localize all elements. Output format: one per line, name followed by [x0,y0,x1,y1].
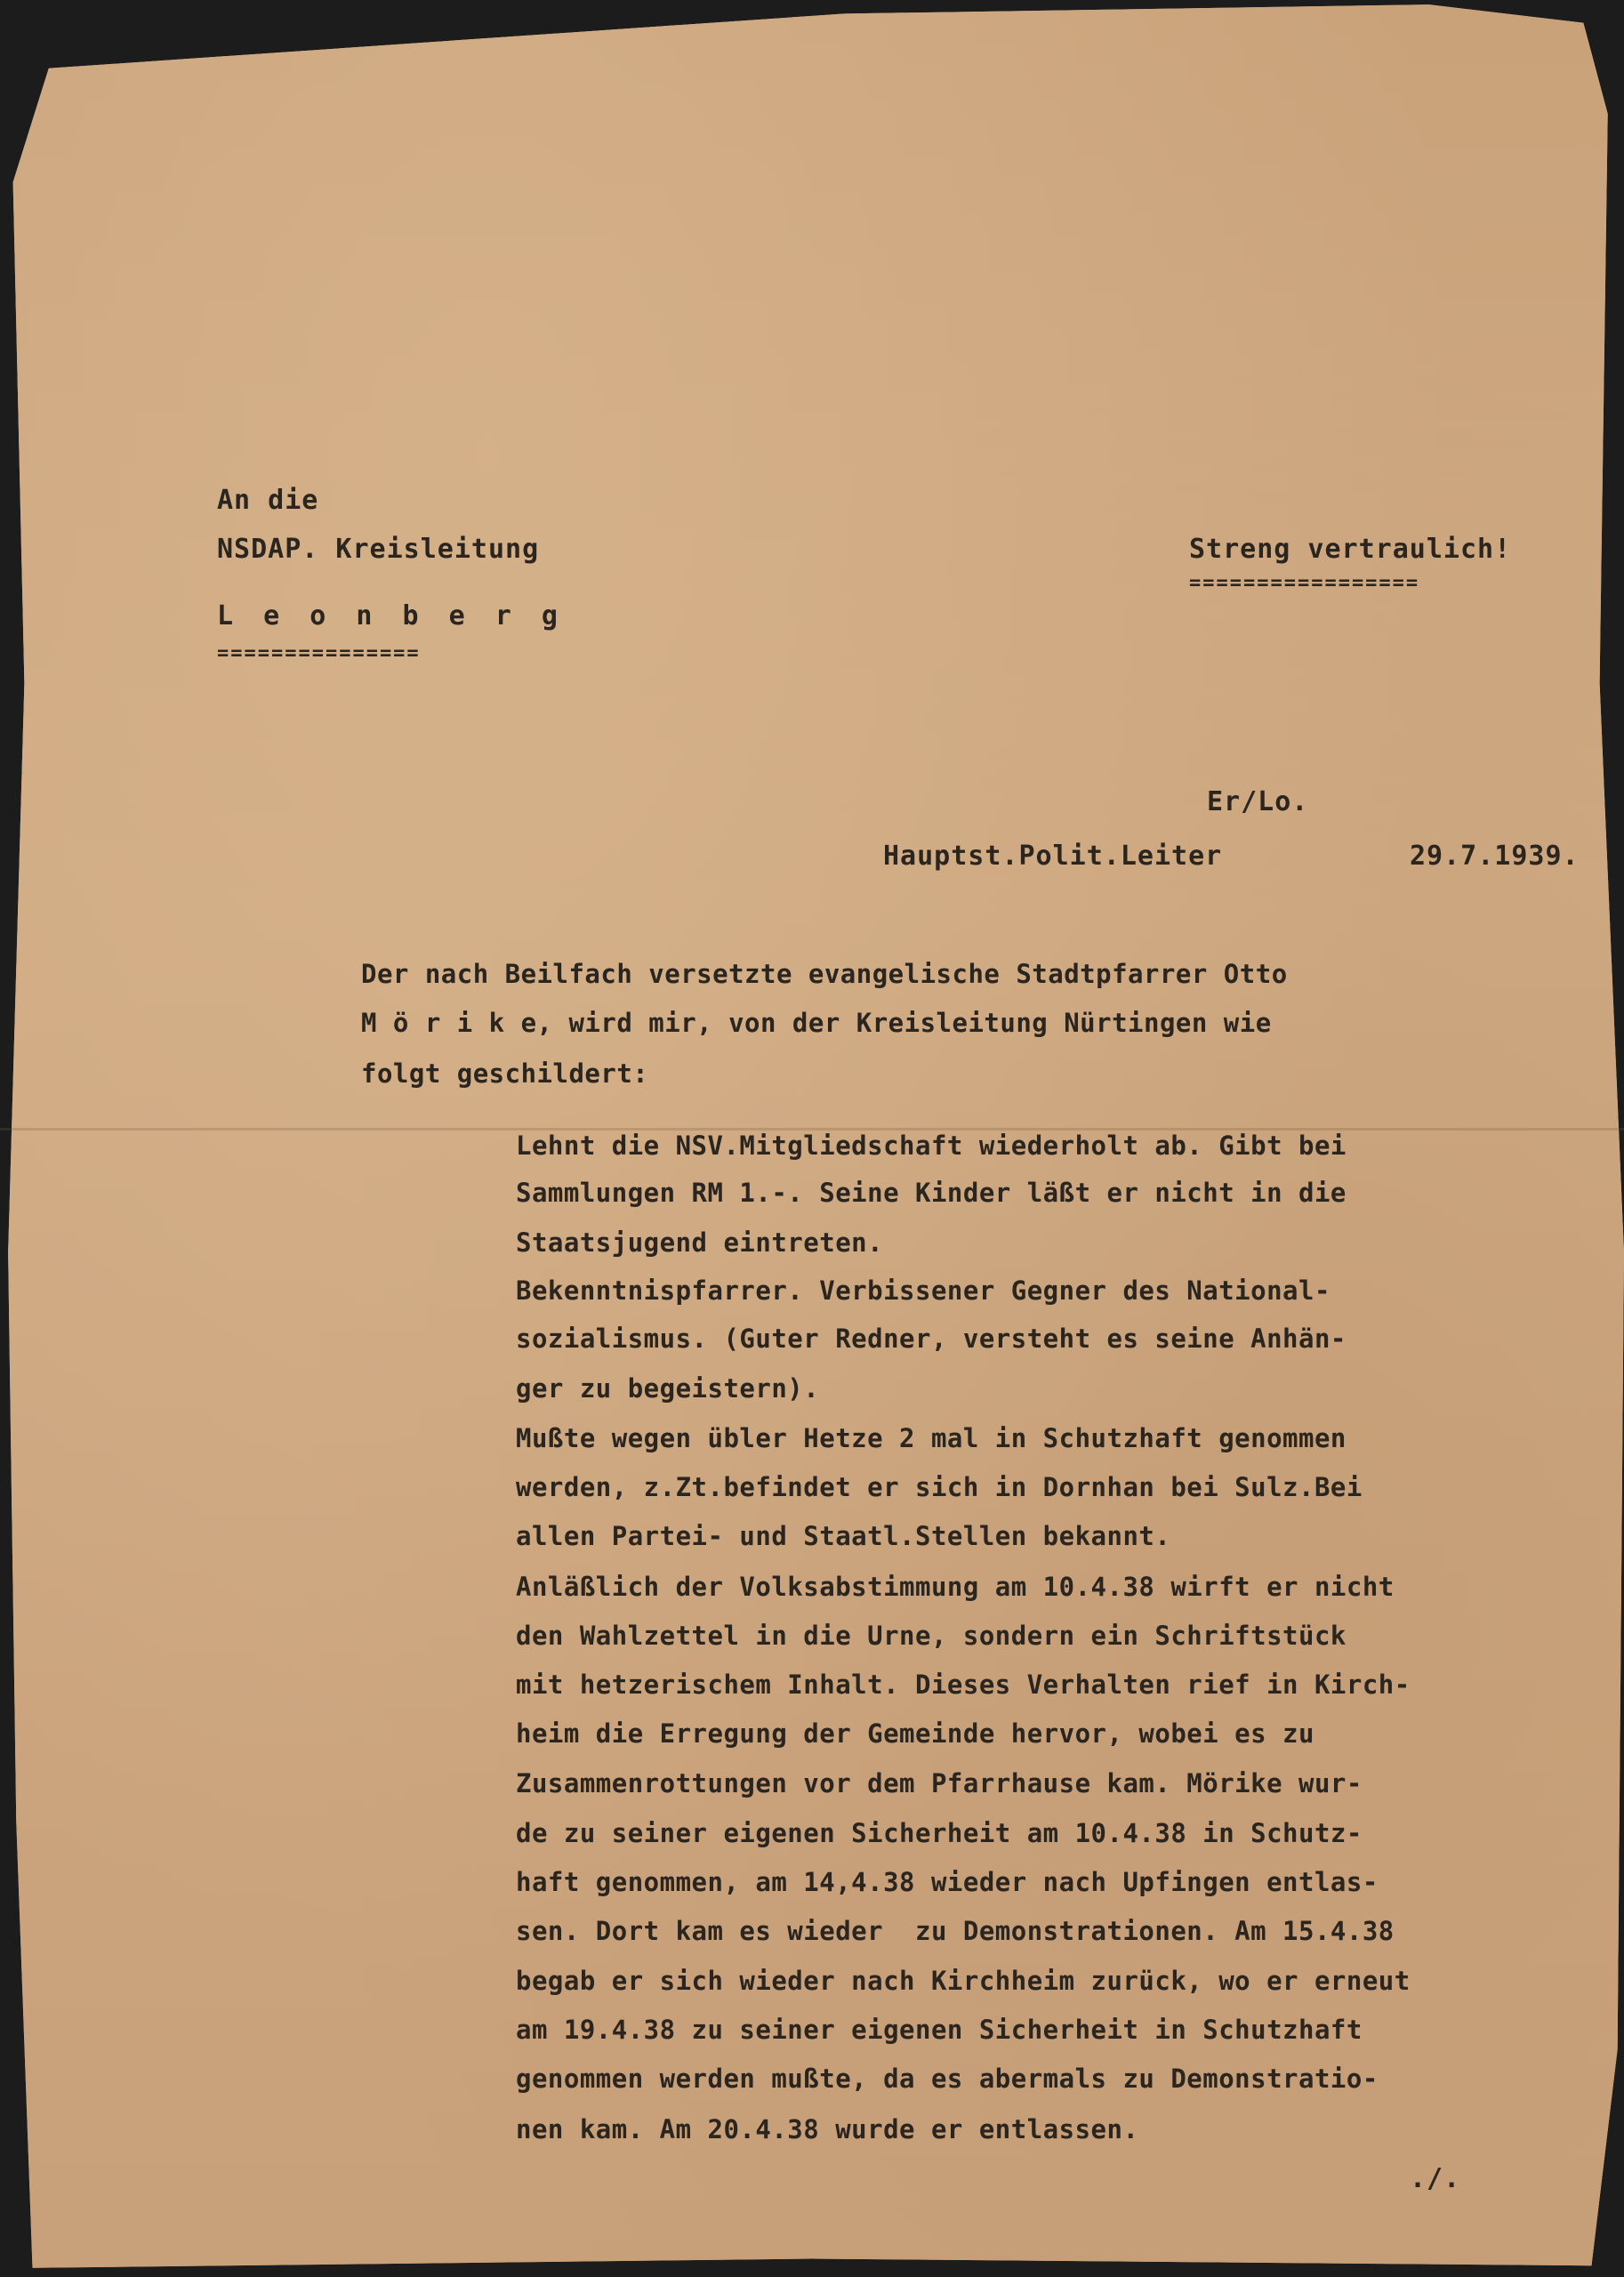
body-line: Bekenntnispfarrer. Verbissener Gegner des National- [516,1275,1331,1306]
body-line: sen. Dort kam es wieder zu Demonstrationen. Am 15.4.38 [516,1916,1395,1946]
body-line: werden, z.Zt.befindet er sich in Dornhan bei Sulz.Bei [516,1472,1363,1502]
continuation-mark: ./. [1410,2163,1461,2194]
address-line-1: An die [217,485,319,516]
confidential-underline: ================= [1189,572,1420,594]
body-line: am 19.4.38 zu seiner eigenen Sicherheit in Schutzhaft [516,2015,1363,2045]
body-line: Sammlungen RM 1.-. Seine Kinder läßt er nicht in die [516,1178,1347,1208]
body-line: genommen werden mußte, da es abermals zu Demonstratio- [516,2064,1379,2094]
body-line: Anläßlich der Volksabstimmung am 10.4.38 wirft er nicht [516,1572,1395,1602]
body-line: de zu seiner eigenen Sicherheit am 10.4.38 in Schutz- [516,1818,1363,1848]
intro-line: folgt geschildert: [361,1058,649,1089]
body-line: den Wahlzettel in die Urne, sondern ein Schriftstück [516,1621,1347,1651]
confidential-label: Streng vertraulich! [1189,534,1512,565]
body-line: Lehnt die NSV.Mitgliedschaft wiederholt ab. Gibt bei [516,1130,1347,1161]
body-line: haft genommen, am 14,4.38 wieder nach Upfingen entlas- [516,1867,1379,1897]
reference-code: Er/Lo. [1207,786,1309,817]
body-line: Mußte wegen übler Hetze 2 mal in Schutzhaft genommen [516,1423,1347,1453]
body-line: mit hetzerischem Inhalt. Dieses Verhalten rief in Kirch- [516,1670,1411,1700]
address-city-underline: =============== [217,642,421,664]
sender-title: Hauptst.Polit.Leiter [883,841,1223,872]
body-line: heim die Erregung der Gemeinde hervor, wobei es zu [516,1718,1314,1749]
body-line: sozialismus. (Guter Redner, versteht es seine Anhän- [516,1324,1347,1354]
body-line: nen kam. Am 20.4.38 wurde er entlassen. [516,2114,1139,2144]
body-line: ger zu begeistern). [516,1373,820,1404]
body-line: Zusammenrottungen vor dem Pfarrhause kam. Mörike wur- [516,1768,1363,1798]
body-line: Staatsjugend eintreten. [516,1227,884,1258]
intro-line: Der nach Beilfach versetzte evangelische Stadtpfarrer Otto [361,959,1288,989]
address-city: L e o n b e r g [217,600,565,632]
body-line: allen Partei- und Staatl.Stellen bekannt. [516,1521,1171,1551]
address-line-2: NSDAP. Kreisleitung [217,534,540,565]
letter-date: 29.7.1939. [1410,841,1580,872]
body-line: begab er sich wieder nach Kirchheim zurück, wo er erneut [516,1966,1411,1996]
intro-line: M ö r i k e, wird mir, von der Kreisleitung Nürtingen wie [361,1008,1272,1038]
